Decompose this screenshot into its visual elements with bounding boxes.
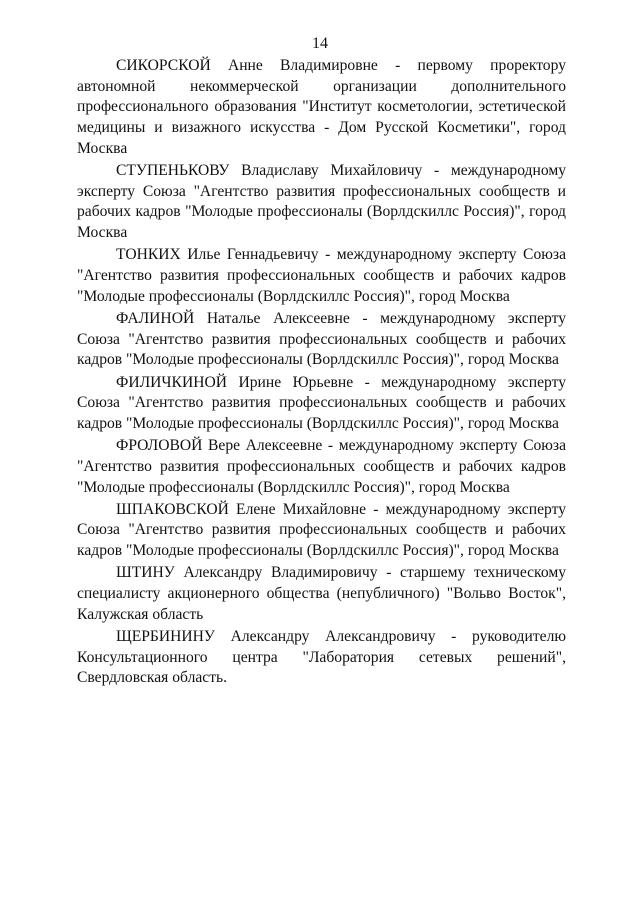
award-list xyxy=(77,56,566,691)
list-item: ЩЕРБИНИНУ Александру Александровичу - руководителю Консультационного центра "Лаборатория сетевых решений", Свердловская область. xyxy=(77,627,566,687)
list-item: ФАЛИНОЙ Наталье Алексеевне - международному эксперту Союза "Агентство развития профессиональных сообществ и рабочих кадров "Молодые профессионалы (Ворлдскиллс Россия)", город Москва xyxy=(77,309,566,369)
list-item: ФИЛИЧКИНОЙ Ирине Юрьевне - международному эксперту Союза "Агентство развития профессиональных сообществ и рабочих кадров "Молодые профессионалы (Ворлдскиллс Россия)", город Москва xyxy=(77,373,566,432)
list-item: ТОНКИХ Илье Геннадьевичу - международному эксперту Союза "Агентство развития профессиональных сообществ и рабочих кадров "Молодые профессионалы (Ворлдскиллс Россия)", город Москва xyxy=(77,246,566,305)
list-item: СИКОРСКОЙ Анне Владимировне - первому проректору автономной некоммерческой организации дополнительного профессионального образования "Институт косметологии, эстетической медицины и визажного искусства - Дом Русской Косметики", город Москва xyxy=(77,57,566,157)
list-item: СТУПЕНЬКОВУ Владиславу Михайловичу - международному эксперту Союза "Агентство развития профессиональных сообществ и рабочих кадров "Молодые профессионалы (Ворлдскиллс Россия)", город Москва xyxy=(77,162,566,242)
list-item: ШПАКОВСКОЙ Елене Михайловне - международному эксперту Союза "Агентство развития профессиональных сообществ и рабочих кадров "Молодые профессионалы (Ворлдскиллс Россия)", город Москва xyxy=(77,500,566,560)
list-item: ШТИНУ Александру Владимировичу - старшему техническому специалисту акционерного общества (непубличного) "Вольво Восток", Калужская область xyxy=(77,564,566,623)
list-item: ФРОЛОВОЙ Вере Алексеевне - международному эксперту Союза "Агентство развития профессиональных сообществ и рабочих кадров "Молодые профессионалы (Ворлдскиллс Россия)", город Москва xyxy=(77,437,566,496)
page-number: 14 xyxy=(312,35,328,52)
